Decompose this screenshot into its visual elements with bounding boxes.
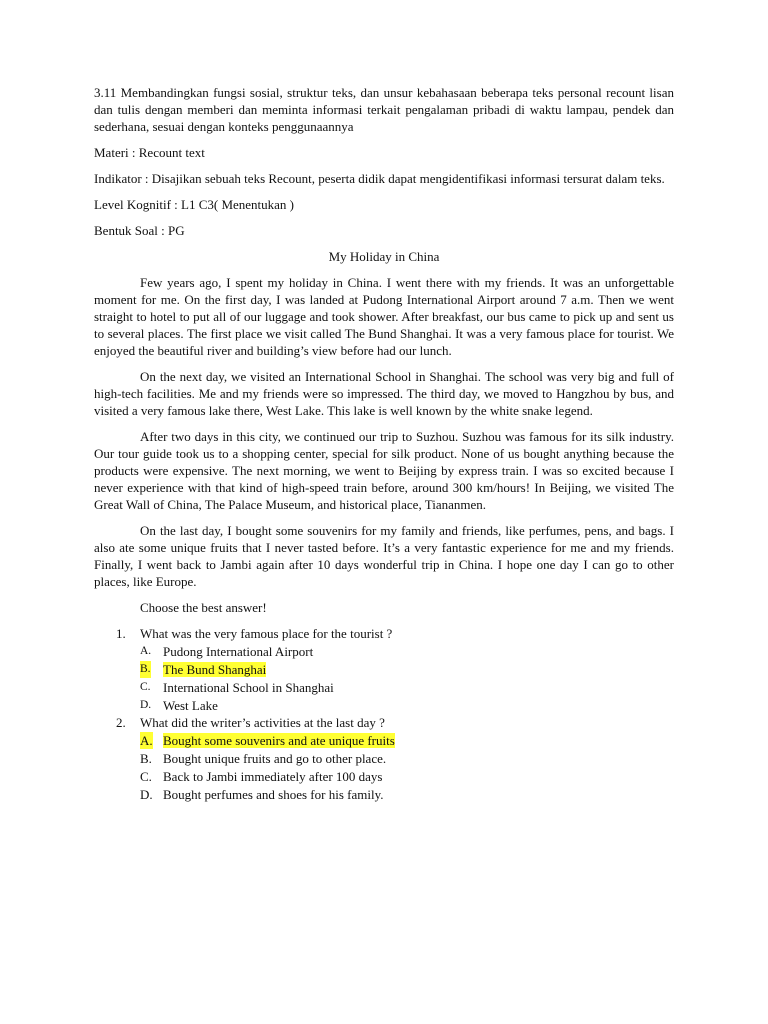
materi-line: Materi : Recount text <box>94 145 205 160</box>
option-letter: A. <box>140 733 153 748</box>
option-letter: C. <box>140 681 151 693</box>
paragraph: After two days in this city, we continued our trip to Suzhou. Suzhou was famous for its silk industry. Our tour guide took us to a shopping center, special for silk product. None of us bought anything because the products were expensive. The next morning, we went to Beijing by express train. I was so excited because I never experience with that kind of high-speed train before, around 300 km/hours! In Beijing, we visited The Great Wall of China, The Palace Museum, and historical place, Tiananmen. <box>94 429 674 512</box>
paragraph: Few years ago, I spent my holiday in China. I went there with my friends. It was an unforgettable moment for me. On the first day, I was landed at Pudong International Airport around 7 a.m. Then we went straight to hotel to put all of our luggage and took shower. After breakfast, our bus came to pick up and sent us to several places. The first place we visit called The Bund Shanghai. It was a very famous place for tourist. We enjoyed the beautiful river and building’s view before had our lunch. <box>94 275 674 358</box>
option-letter: C. <box>140 769 152 784</box>
paragraph: On the last day, I bought some souvenirs for my family and friends, like perfumes, pens, and bags. I also ate some unique fruits that I never tasted before. It’s a very fantastic experience for me and my friends. Finally, I went back to Jambi again after 10 days wonderful trip in China. I hope one day I can go to other places, like Europe. <box>94 523 674 589</box>
question-text: What was the very famous place for the tourist ? <box>140 626 393 641</box>
question-text: What did the writer’s activities at the last day ? <box>140 715 385 730</box>
option-text: Pudong International Airport <box>163 644 314 659</box>
paragraph: On the next day, we visited an International School in Shanghai. The school was very big and full of high-tech facilities. Me and my friends were so impressed. The third day, we moved to Hangzhou by bus, and visited a very famous lake there, West Lake. This lake is well known by the white snake legend. <box>94 369 674 418</box>
option-letter: B. <box>140 661 151 678</box>
option <box>140 786 674 803</box>
option-text: West Lake <box>163 698 218 713</box>
option-highlighted <box>140 732 674 749</box>
option-letter: A. <box>140 645 152 657</box>
question-list <box>94 625 674 803</box>
option-list <box>140 643 674 714</box>
option <box>140 679 674 696</box>
option-letter: B. <box>140 751 152 766</box>
option-letter: D. <box>140 787 153 802</box>
bentuk-soal-line: Bentuk Soal : PG <box>94 223 185 238</box>
kd-statement: 3.11 Membandingkan fungsi sosial, struktur teks, dan unsur kebahasaan beberapa teks personal recount lisan dan tulis dengan memberi dan meminta informasi terkait pengalaman pribadi di waktu lampau, pendek dan sederhana, sesuai dengan konteks penggunaannya <box>94 85 674 134</box>
option-letter: D. <box>140 699 152 711</box>
indikator-line: Indikator : Disajikan sebuah teks Recount, peserta didik dapat mengidentifikasi informasi tersurat dalam teks. <box>94 171 665 186</box>
text-title: My Holiday in China <box>328 249 440 264</box>
option-text: International School in Shanghai <box>163 680 334 695</box>
instruction: Choose the best answer! <box>140 600 267 615</box>
question-item <box>94 625 674 714</box>
option <box>140 697 674 714</box>
option-text: Back to Jambi immediately after 100 days <box>163 769 383 784</box>
option <box>140 643 674 660</box>
option-text: The Bund Shanghai <box>163 662 267 677</box>
option-text: Bought some souvenirs and ate unique fruits <box>163 733 395 748</box>
option-text: Bought perfumes and shoes for his family. <box>163 787 384 802</box>
question-item <box>94 714 674 803</box>
level-kognitif-line: Level Kognitif : L1 C3( Menentukan ) <box>94 197 295 212</box>
option-list <box>140 732 674 803</box>
option <box>140 768 674 785</box>
question-number: 1. <box>116 626 126 641</box>
option-highlighted <box>140 661 674 678</box>
option <box>140 750 674 767</box>
option-text: Bought unique fruits and go to other place. <box>163 751 387 766</box>
question-number: 2. <box>116 715 126 730</box>
